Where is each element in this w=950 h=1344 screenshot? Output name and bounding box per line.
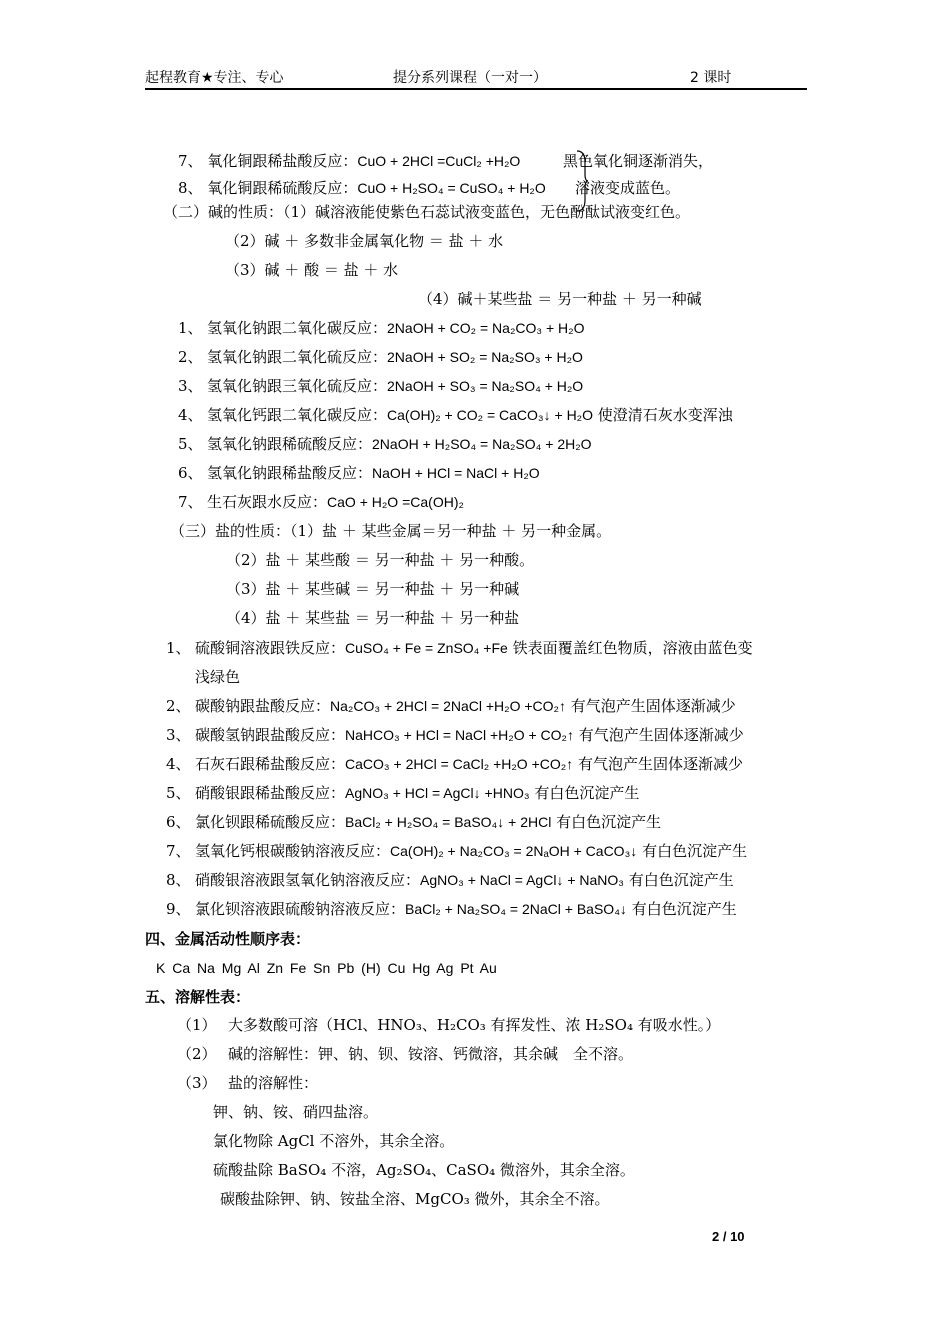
reaction-description: 氢氧化钠跟稀硫酸反应： xyxy=(207,435,373,453)
reaction-description: 生石灰跟水反应： xyxy=(207,493,328,511)
metal-activity-series: K Ca Na Mg Al Zn Fe Sn Pb (H) Cu Hg Ag Pt Au xyxy=(156,960,497,976)
item-number: 5、 xyxy=(166,784,191,802)
reaction-description: 氢氧化钙根碳酸钠溶液反应： xyxy=(195,842,391,860)
reaction-item xyxy=(166,841,747,861)
reaction-description: 氢氧化钠跟稀盐酸反应： xyxy=(207,464,373,482)
item-number: 7、 xyxy=(178,493,203,511)
page-number: 2 / 10 xyxy=(712,1229,745,1244)
chemical-equation: NaOH + HCl = NaCl + H₂O xyxy=(372,465,540,481)
reaction-description: 碳酸钠跟盐酸反应： xyxy=(195,697,331,715)
reaction-observation: 有气泡产生固体逐渐减少 xyxy=(577,755,743,773)
reaction-item xyxy=(166,754,743,774)
chemical-equation: NaHCO₃ + HCl = NaCl +H₂O + CO₂↑ xyxy=(345,727,574,743)
page-header xyxy=(145,66,807,90)
reaction-observation: 有白色沉淀产生 xyxy=(628,871,734,889)
reaction-description: 碳酸氢钠跟盐酸反应： xyxy=(195,726,346,744)
salt-solubility-rule: 碳酸盐除钾、钠、铵盐全溶、MgCO₃ 微外，其余全不溶。 xyxy=(220,1190,610,1208)
chemical-equation: 2NaOH + SO₂ = Na₂SO₃ + H₂O xyxy=(387,349,583,365)
item-number: 2、 xyxy=(178,348,203,366)
reaction-description: 氢氧化钠跟二氧化硫反应： xyxy=(207,348,388,366)
acid-item: 7、 氧化铜跟稀盐酸反应：CuO + 2HCl =CuCl₂ +H₂O xyxy=(178,152,521,170)
item-number: 4、 xyxy=(178,406,203,424)
solubility-item-text: 碱的溶解性：钾、钠、钡、铵溶、钙微溶，其余碱 全不溶。 xyxy=(228,1045,634,1063)
reaction-description: 氯化钡跟稀硫酸反应： xyxy=(195,813,346,831)
solubility-item-text: 盐的溶解性： xyxy=(228,1074,319,1092)
reaction-item xyxy=(166,783,639,803)
header-left: 起程教育★专注、专心 xyxy=(145,70,284,86)
acid-note: 黑色氧化铜逐渐消失， xyxy=(563,152,714,170)
reaction-description: 氯化钡溶液跟硫酸钠溶液反应： xyxy=(195,900,406,918)
reaction-item xyxy=(166,638,753,658)
chemical-equation: Ca(OH)₂ + CO₂ = CaCO₃↓ + H₂O xyxy=(387,407,594,423)
section-5-title: 五、溶解性表： xyxy=(145,988,251,1006)
item-number: 5、 xyxy=(178,435,203,453)
chemical-equation: AgNO₃ + NaCl = AgCl↓ + NaNO₃ xyxy=(420,872,624,888)
salt-solubility-rule: 硫酸盐除 BaSO₄ 不溶，Ag₂SO₄、CaSO₄ 微溶外，其余全溶。 xyxy=(213,1161,635,1179)
reaction-item xyxy=(178,347,583,367)
reaction-description: 氢氧化钠跟二氧化碳反应： xyxy=(207,319,388,337)
chemical-equation: AgNO₃ + HCl = AgCl↓ +HNO₃ xyxy=(345,785,530,801)
salt-solubility-rule: 钾、钠、铵、硝四盐溶。 xyxy=(213,1103,379,1121)
chemical-equation: BaCl₂ + H₂SO₄ = BaSO₄↓ + 2HCl xyxy=(345,814,552,830)
chemical-equation: CuSO₄ + Fe = ZnSO₄ +Fe xyxy=(345,640,508,656)
salt-item-continuation: 浅绿色 xyxy=(195,668,241,686)
solubility-item: （2） xyxy=(177,1045,217,1063)
item-number: 3、 xyxy=(178,377,203,395)
reaction-description: 硝酸银溶液跟氢氧化钠溶液反应： xyxy=(195,871,421,889)
base-property-2: （2）碱 ＋ 多数非金属氧化物 ＝ 盐 ＋ 水 xyxy=(225,232,504,250)
salt-property-2: （2）盐 ＋ 某些酸 ＝ 另一种盐 ＋ 另一种酸。 xyxy=(226,551,535,569)
solubility-item: （1） xyxy=(177,1016,217,1034)
reaction-description: 硝酸银跟稀盐酸反应： xyxy=(195,784,346,802)
section-4-title: 四、金属活动性顺序表： xyxy=(145,930,311,948)
chemical-equation: 2NaOH + CO₂ = Na₂CO₃ + H₂O xyxy=(387,320,585,336)
reaction-description: 石灰石跟稀盐酸反应： xyxy=(195,755,346,773)
item-number: 4、 xyxy=(166,755,191,773)
reaction-item xyxy=(166,870,734,890)
header-center: 提分系列课程（一对一） xyxy=(393,70,547,86)
reaction-item xyxy=(178,405,733,425)
reaction-item xyxy=(178,434,592,454)
item-number: 1、 xyxy=(166,639,191,657)
salt-property-4: （4）盐 ＋ 某些盐 ＝ 另一种盐 ＋ 另一种盐 xyxy=(226,609,520,627)
item-number: 6、 xyxy=(178,464,203,482)
chemical-equation: 2NaOH + H₂SO₄ = Na₂SO₄ + 2H₂O xyxy=(372,436,592,452)
base-property-3: （3）碱 ＋ 酸 ＝ 盐 ＋ 水 xyxy=(225,261,399,279)
reaction-description: 氢氧化钠跟三氧化硫反应： xyxy=(207,377,388,395)
reaction-description: 硫酸铜溶液跟铁反应： xyxy=(195,639,346,657)
reaction-observation: 使澄清石灰水变浑浊 xyxy=(597,406,733,424)
reaction-item xyxy=(166,725,744,745)
header-right: 2 课时 xyxy=(690,70,732,86)
reaction-item xyxy=(178,376,583,396)
reaction-description: 氢氧化钙跟二氧化碳反应： xyxy=(207,406,388,424)
reaction-item xyxy=(166,812,661,832)
reaction-item xyxy=(178,492,464,512)
reaction-observation: 有气泡产生固体逐渐减少 xyxy=(570,697,736,715)
chemical-equation: Ca(OH)₂ + Na₂CO₃ = 2NₐOH + CaCO₃↓ xyxy=(390,843,638,859)
reaction-item xyxy=(166,696,736,716)
reaction-observation: 有气泡产生固体逐渐减少 xyxy=(578,726,744,744)
salt-solubility-rule: 氯化物除 AgCl 不溶外，其余全溶。 xyxy=(213,1132,455,1150)
item-number: 2、 xyxy=(166,697,191,715)
acid-note: 溶液变成蓝色。 xyxy=(575,179,681,197)
solubility-item-text: 大多数酸可溶（HCl、HNO₃、H₂CO₃ 有挥发性、浓 H₂SO₄ 有吸水性。） xyxy=(228,1016,721,1034)
chemical-equation: BaCl₂ + Na₂SO₄ = 2NaCl + BaSO₄↓ xyxy=(405,901,627,917)
reaction-observation: 有白色沉淀产生 xyxy=(534,784,640,802)
reaction-item xyxy=(166,899,737,919)
acid-item: 8、 氧化铜跟稀硫酸反应：CuO + H₂SO₄ = CuSO₄ + H₂O xyxy=(178,179,546,197)
item-number: 9、 xyxy=(166,900,191,918)
reaction-observation: 有白色沉淀产生 xyxy=(631,900,737,918)
chemical-equation: CaCO₃ + 2HCl = CaCl₂ +H₂O +CO₂↑ xyxy=(345,756,574,772)
base-property-4: （4）碱＋某些盐 ＝ 另一种盐 ＋ 另一种碱 xyxy=(418,290,702,308)
item-number: 3、 xyxy=(166,726,191,744)
salt-section-title: （三）盐的性质：（1）盐 ＋ 某些金属＝另一种盐 ＋ 另一种金属。 xyxy=(170,522,612,540)
item-number: 7、 xyxy=(166,842,191,860)
item-number: 6、 xyxy=(166,813,191,831)
reaction-item xyxy=(178,463,540,483)
item-number: 8、 xyxy=(166,871,191,889)
reaction-item xyxy=(178,318,584,338)
item-number: 1、 xyxy=(178,319,203,337)
chemical-equation: 2NaOH + SO₃ = Na₂SO₄ + H₂O xyxy=(387,378,584,394)
salt-property-3: （3）盐 ＋ 某些碱 ＝ 另一种盐 ＋ 另一种碱 xyxy=(226,580,520,598)
solubility-item: （3） xyxy=(177,1074,217,1092)
reaction-observation: 有白色沉淀产生 xyxy=(556,813,662,831)
reaction-observation: 铁表面覆盖红色物质，溶液由蓝色变 xyxy=(512,639,753,657)
chemical-equation: CaO + H₂O =Ca(OH)₂ xyxy=(327,494,464,510)
base-section-title: （二）碱的性质：（1）碱溶液能使紫色石蕊试液变蓝色，无色酚酞试液变红色。 xyxy=(163,203,691,221)
reaction-observation: 有白色沉淀产生 xyxy=(642,842,748,860)
chemical-equation: Na₂CO₃ + 2HCl = 2NaCl +H₂O +CO₂↑ xyxy=(330,698,566,714)
